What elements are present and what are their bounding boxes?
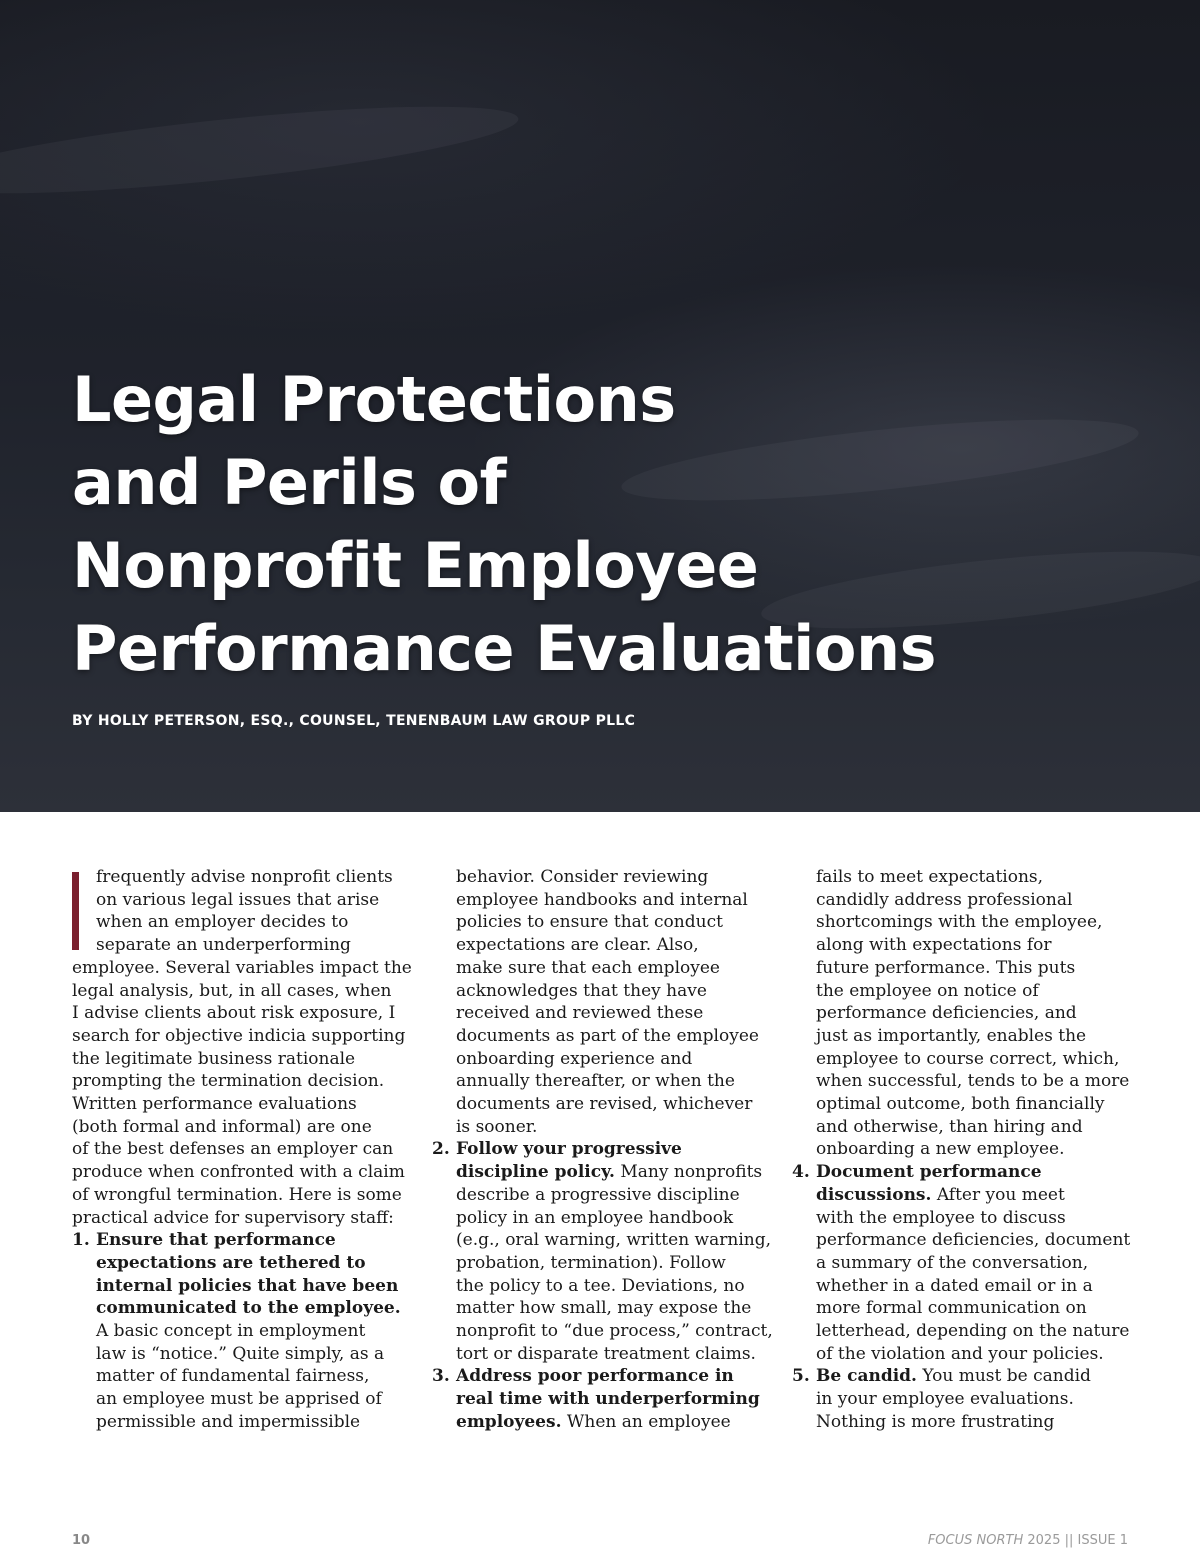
list-item-heading: 2. Follow your progressive xyxy=(432,1139,682,1160)
running-footer xyxy=(928,1533,1128,1548)
list-item-heading: discipline policy. Many nonprofits xyxy=(456,1162,763,1183)
list-item-heading: discussions. After you meet xyxy=(816,1184,1065,1205)
text-line: in your employee evaluations. xyxy=(816,1389,1074,1410)
text-line: onboarding a new employee. xyxy=(816,1139,1065,1160)
text-line: expectations are clear. Also, xyxy=(456,935,699,956)
text-line: matter how small, may expose the xyxy=(456,1298,752,1319)
list-item-3-continued xyxy=(792,866,1132,1161)
footer-separator: || xyxy=(1064,1533,1074,1548)
text-line: Written performance evaluations xyxy=(72,1094,357,1115)
text-line: with the employee to discuss xyxy=(816,1207,1066,1228)
list-item-1-continued xyxy=(432,866,772,1138)
text-line: along with expectations for xyxy=(816,935,1052,956)
text-line: acknowledges that they have xyxy=(456,980,707,1001)
list-item-heading: 5. Be candid. You must be candid xyxy=(792,1366,1091,1387)
text-line: employee to course correct, which, xyxy=(816,1048,1120,1069)
publication-name: FOCUS NORTH xyxy=(927,1533,1024,1548)
text-line: fails to meet expectations, xyxy=(816,867,1044,887)
list-item-heading: 1. Ensure that performance xyxy=(72,1230,336,1251)
list-item-2 xyxy=(432,1138,772,1365)
text-line: an employee must be apprised of xyxy=(96,1389,382,1410)
text-line: on various legal issues that arise xyxy=(96,889,380,910)
text-line: make sure that each employee xyxy=(456,957,720,978)
text-line: legal analysis, but, in all cases, when xyxy=(72,980,392,1001)
text-line: frequently advise nonprofit clients xyxy=(96,867,393,887)
list-item-heading: 4. Document performance xyxy=(792,1162,1042,1183)
text-line: received and reviewed these xyxy=(456,1003,704,1024)
text-line: more formal communication on xyxy=(816,1298,1087,1319)
list-item-heading: employees. When an employee xyxy=(456,1411,731,1432)
text-line: performance deficiencies, and xyxy=(816,1003,1077,1024)
list-number: 3. xyxy=(432,1366,450,1387)
article-column-3 xyxy=(792,866,1132,1434)
intro-paragraph xyxy=(72,866,412,1229)
text-line: is sooner. xyxy=(456,1116,538,1137)
text-line: and otherwise, than hiring and xyxy=(816,1116,1083,1137)
list-item-heading: 3. Address poor performance in xyxy=(432,1366,734,1387)
text-line: of the violation and your policies. xyxy=(816,1343,1104,1364)
text-line: permissible and impermissible xyxy=(96,1411,361,1432)
text-line: shortcomings with the employee, xyxy=(816,912,1103,933)
text-line: documents are revised, whichever xyxy=(456,1094,753,1115)
text-line: matter of fundamental fairness, xyxy=(96,1366,370,1387)
text-line: optimal outcome, both financially xyxy=(816,1094,1105,1115)
text-line: employee handbooks and internal xyxy=(456,889,748,910)
text-line: I advise clients about risk exposure, I xyxy=(72,1003,396,1024)
text-line: search for objective indicia supporting xyxy=(72,1025,406,1046)
text-line: the policy to a tee. Deviations, no xyxy=(456,1275,745,1296)
list-number: 4. xyxy=(792,1162,810,1183)
title-line: Legal Protections xyxy=(72,363,676,436)
text-line: documents as part of the employee xyxy=(456,1025,759,1046)
text-line: the employee on notice of xyxy=(816,980,1039,1001)
list-number: 2. xyxy=(432,1139,450,1160)
text-line: describe a progressive discipline xyxy=(456,1184,740,1205)
page-number: 10 xyxy=(72,1533,91,1548)
list-item-heading: expectations are tethered to xyxy=(96,1252,366,1273)
article-column-2 xyxy=(432,866,772,1434)
text-line: performance deficiencies, document xyxy=(816,1230,1131,1251)
text-line: behavior. Consider reviewing xyxy=(456,867,709,887)
text-line: policy in an employee handbook xyxy=(456,1207,734,1228)
article-title xyxy=(72,358,1152,690)
text-line: onboarding experience and xyxy=(456,1048,693,1069)
text-line: when successful, tends to be a more xyxy=(816,1071,1130,1092)
text-line: separate an underperforming xyxy=(96,935,351,956)
text-line: nonprofit to “due process,” contract, xyxy=(456,1321,773,1342)
issue-number: ISSUE 1 xyxy=(1077,1533,1128,1548)
title-line: and Perils of xyxy=(72,446,507,519)
text-line: policies to ensure that conduct xyxy=(456,912,723,933)
text-line: A basic concept in employment xyxy=(96,1321,366,1342)
text-line: of the best defenses an employer can xyxy=(72,1139,394,1160)
text-line: whether in a dated email or in a xyxy=(816,1275,1093,1296)
text-line: letterhead, depending on the nature xyxy=(816,1321,1130,1342)
issue-year: 2025 xyxy=(1027,1533,1061,1548)
cloud-streak xyxy=(0,89,521,211)
text-line: candidly address professional xyxy=(816,889,1073,910)
text-line: when an employer decides to xyxy=(96,912,349,933)
list-item-heading: real time with underperforming xyxy=(456,1389,760,1410)
list-item-4 xyxy=(792,1161,1132,1365)
text-line: produce when confronted with a claim xyxy=(72,1162,405,1183)
text-line: (e.g., oral warning, written warning, xyxy=(456,1230,771,1251)
text-line: practical advice for supervisory staff: xyxy=(72,1207,394,1228)
text-line: the legitimate business rationale xyxy=(72,1048,356,1069)
title-line: Performance Evaluations xyxy=(72,612,937,685)
list-item-heading: internal policies that have been xyxy=(96,1275,399,1296)
list-number: 5. xyxy=(792,1366,810,1387)
list-item-1 xyxy=(72,1229,412,1433)
text-line: just as importantly, enables the xyxy=(816,1025,1087,1046)
list-item-5 xyxy=(792,1365,1132,1433)
list-number: 1. xyxy=(72,1230,90,1251)
text-line: a summary of the conversation, xyxy=(816,1252,1089,1273)
text-line: probation, termination). Follow xyxy=(456,1252,726,1273)
byline: BY HOLLY PETERSON, ESQ., COUNSEL, TENENBAUM LAW GROUP PLLC xyxy=(72,713,636,729)
list-item-heading: communicated to the employee. xyxy=(96,1298,401,1319)
title-line: Nonprofit Employee xyxy=(72,529,759,602)
text-line: employee. Several variables impact the xyxy=(72,957,412,978)
text-line: (both formal and informal) are one xyxy=(72,1116,372,1137)
text-line: annually thereafter, or when the xyxy=(456,1071,735,1092)
list-item-3 xyxy=(432,1365,772,1433)
text-line: law is “notice.” Quite simply, as a xyxy=(96,1343,385,1364)
text-line: of wrongful termination. Here is some xyxy=(72,1184,402,1205)
text-line: Nothing is more frustrating xyxy=(816,1411,1055,1432)
text-line: future performance. This puts xyxy=(816,957,1076,978)
text-line: prompting the termination decision. xyxy=(72,1071,385,1092)
text-line: tort or disparate treatment claims. xyxy=(456,1343,756,1364)
article-column-1 xyxy=(72,866,412,1434)
